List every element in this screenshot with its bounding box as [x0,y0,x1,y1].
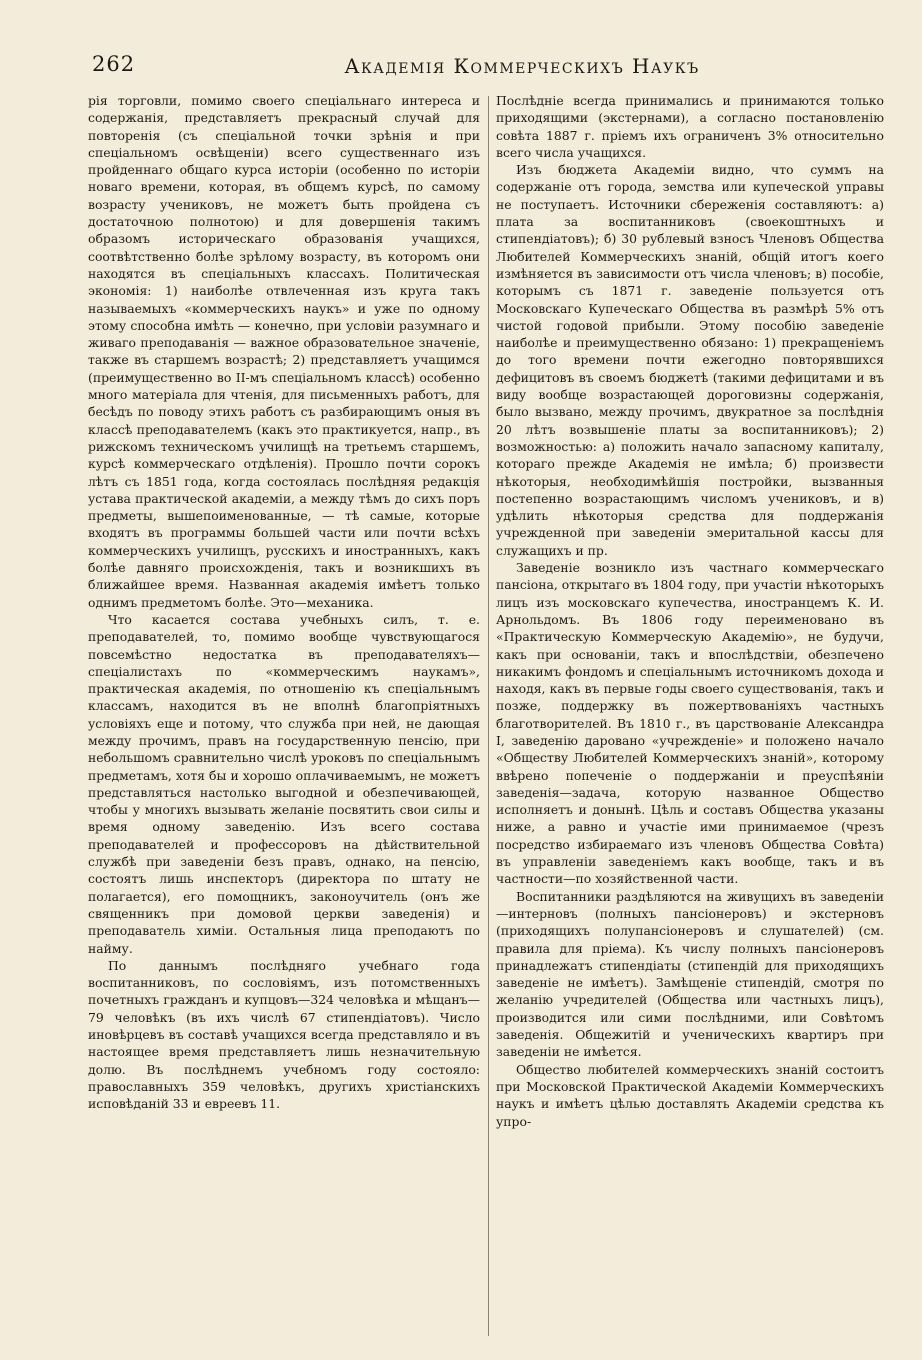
paragraph: Что касается состава учебныхъ силъ, т. е. преподавателей, то, помимо вообще чувствующагося повсемѣстно недостатка въ преподавателяхъ—спеціалистахъ по «коммерческимъ наукамъ», практическая академія, по отношенію къ спеціальнымъ классамъ, находится въ не вполнѣ благопріятныхъ условіяхъ еще и потому, что служба при ней, не дающая между прочимъ, правъ на государственную пенсію, при небольшомъ сравнительно числѣ уроковъ по спеціальнымъ предметамъ, хотя бы и хорошо оплачиваемымъ, не можетъ представляться настолько выгодной и обезпечивающей, чтобы у многихъ вызывать желаніе посвятить свои силы и время одному заведенію. Изъ всего состава преподавателей и профессоровъ на дѣйствительной службѣ при заведеніи безъ правъ, однако, на пенсію, состоятъ лишь инспекторъ (директора по штату не полагается), его помощникъ, законоучитель (онъ же священникъ при домовой церкви заведенія) и преподаватель химіи. Остальныя лица преподаютъ по найму. [88,611,480,956]
running-head [92,52,882,88]
running-title: Академія Коммерческихъ Наукъ [344,54,700,78]
paragraph: Заведеніе возникло изъ частнаго коммерческаго пансіона, открытаго въ 1804 году, при участіи нѣкоторыхъ лицъ изъ московскаго купечества, иностранцемъ К. И. Арнольдомъ. Въ 1806 году переименовано въ «Практическую Коммерческую Академію», не будучи, какъ при основаніи, такъ и впослѣдствіи, обезпечено никакимъ фондомъ и спеціальнымъ источникомъ дохода и находя, какъ въ первые годы своего существованія, такъ и позже, поддержку въ пожертвованіяхъ частныхъ благотворителей. Въ 1810 г., въ царствованіе Александра I, заведенію даровано «учрежденіе» и положено начало «Обществу Любителей Коммерческихъ знаній», которому ввѣрено попеченіе о поддержаніи и преуспѣяніи заведенія—задача, которую названное Общество исполняетъ и донынѣ. Цѣль и составъ Общества указаны ниже, а равно и участіе ими принимаемое (чрезъ посредство избираемаго изъ членовъ Общества Совѣта) въ управленіи заведеніемъ какъ вообще, такъ и въ частности—по хозяйственной части. [496,560,884,887]
paragraph: Изъ бюджета Академіи видно, что суммъ на содержаніе отъ города, земства или купеческой управы не поступаетъ. Источники сбереженія составляютъ: а) плата за воспитанниковъ (своекоштныхъ и стипендіатовъ); б) 30 рублевый взносъ Членовъ Общества Любителей Коммерческихъ знаній, общій итогъ коего измѣняется въ зависимости отъ числа членовъ; в) пособіе, которымъ съ 1871 г. заведеніе пользуется отъ Московскаго Купеческаго Общества въ размѣрѣ 5% отъ чистой годовой прибыли. Этому пособію заведеніе наиболѣе и преимущественно обязано: 1) прекращеніемъ до того времени почти ежегодно повторявшихся дефицитовъ въ своемъ бюджетѣ (такими дефицитами и въ виду вообще возрастающей дороговизны содержанія, было вызвано, между прочимъ, двукратное за послѣднія 20 лѣтъ возвышеніе платы за воспитанниковъ); 2) возможностью: а) положить начало запасному капиталу, котораго прежде Академія не имѣла; б) произвести нѣкоторыя, необходимѣйшія постройки, вызванныя постепенно возрастающимъ числомъ учениковъ, и в) удѣлить нѣкоторыя средства для поддержанія учрежденной при заведеніи эмеритальной кассы для служащихъ и пр. [496,162,884,558]
column-divider [488,96,489,1336]
paragraph: Общество любителей коммерческихъ знаній состоитъ при Московской Практической Академіи Коммерческихъ наукъ и имѣетъ цѣлью доставлять Академіи средства къ упро- [496,1061,884,1129]
page-number: 262 [92,52,136,76]
right-column [496,92,884,1342]
left-column [88,92,480,1342]
paragraph: По даннымъ послѣдняго учебнаго года воспитанниковъ, по сословіямъ, изъ потомственныхъ почетныхъ гражданъ и купцовъ—324 человѣка и мѣщанъ—79 человѣкъ (въ ихъ числѣ 67 стипендіатовъ). Число иновѣрцевъ въ составѣ учащихся всегда представляло и въ настоящее время представляетъ лишь незначительную долю. Въ послѣднемъ учебномъ году состояло: православныхъ 359 человѣкъ, другихъ христіанскихъ исповѣданій 33 и евреевъ 11. [88,957,480,1112]
paragraph: рія торговли, помимо своего спеціальнаго интереса и содержанія, представляетъ прекрасный случай для повторенія (съ спеціальной точки зрѣнія и при спеціальномъ освѣщеніи) всего существеннаго изъ пройденнаго общаго курса исторіи (особенно по исторіи новаго времени, которая, въ общемъ курсѣ, по самому возрасту учениковъ, не можетъ быть пройдена съ достаточною полнотою) и для довершенія такимъ образомъ историческаго образованія учащихся, соотвѣтственно болѣе зрѣлому возрасту, въ которомъ они находятся въ спеціальныхъ классахъ. Политическая экономія: 1) наиболѣе отвлеченная изъ круга такъ называемыхъ «коммерческихъ наукъ» и уже по одному этому способна имѣть — конечно, при условіи разумнаго и живаго преподаванія — важное образовательное значеніе, также въ старшемъ возрастѣ; 2) представляетъ учащимся (преимущественно во II-мъ спеціальномъ классѣ) особенно много матеріала для чтенія, для письменныхъ работъ, для бесѣдъ по поводу этихъ работъ съ разбирающимъ оныя въ классѣ преподавателемъ (какъ это практикуется, напр., въ рижскомъ техническомъ училищѣ на третьемъ старшемъ, курсѣ коммерческаго отдѣленія). Прошло почти сорокъ лѣтъ съ 1851 года, когда состоялась послѣдняя редакція устава практической академіи, а между тѣмъ до сихъ поръ предметы, вышепоименованные, — тѣ самые, которые входятъ въ программы большей части или почти всѣхъ коммерческихъ училищъ, русскихъ и иностранныхъ, какъ болѣе давняго происхожденія, такъ и возникшихъ въ ближайшее время. Названная академія имѣетъ только однимъ предметомъ болѣе. Это—механика. [88,93,480,610]
paragraph: Послѣдніе всегда принимались и принимаются только приходящими (экстернами), а согласно постановленію совѣта 1887 г. пріемъ ихъ ограниченъ 3% относительно всего числа учащихся. [496,93,884,160]
paragraph: Воспитанники раздѣляются на живущихъ въ заведеніи—интерновъ (полныхъ пансіонеровъ) и экстерновъ (приходящихъ полупансіонеровъ и слушателей) (см. правила для пріема). Къ числу полныхъ пансіонеровъ принадлежатъ стипендіаты (стипендій для приходящихъ заведеніе не имѣетъ). Замѣщеніе стипендій, смотря по желанію учредителей (Общества или частныхъ лицъ), производится или сими послѣдними, или Совѣтомъ заведенія. Общежитій и ученическихъ квартиръ при заведеніи не имѣется. [496,888,884,1060]
